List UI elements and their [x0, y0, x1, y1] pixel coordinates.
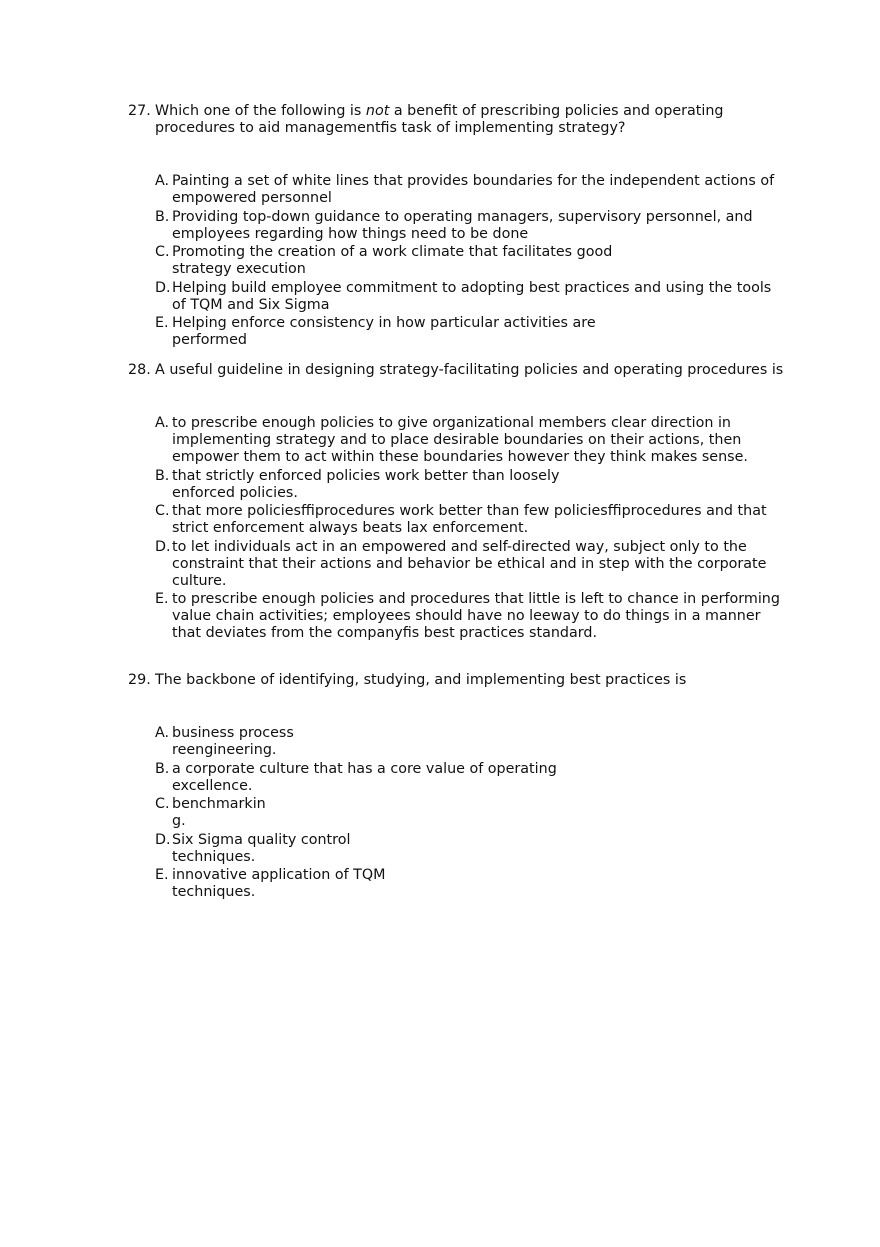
- option-text: to prescribe enough policies to give organizational members clear direction in implementing strategy and to place desirable boundaries on their actions, then empower them to act within these boundaries however they think makes sense.: [172, 415, 748, 465]
- option-letter: C.: [155, 244, 170, 260]
- answer-options: [128, 725, 788, 901]
- option-text: innovative application of TQM techniques.: [172, 867, 386, 900]
- option-d: [155, 539, 788, 590]
- question-28: [128, 362, 788, 644]
- option-text: Painting a set of white lines that provides boundaries for the independent actions of empowered personnel: [172, 173, 775, 206]
- option-letter: A.: [155, 725, 170, 741]
- option-b: [155, 468, 788, 502]
- option-text: Helping enforce consistency in how particular activities are performed: [172, 315, 596, 348]
- option-letter: B.: [155, 760, 170, 777]
- option-text: to let individuals act in an empowered and self-directed way, subject only to the constraint that their actions and behavior be ethical and in step with the corporate culture.: [172, 538, 767, 589]
- option-e: [155, 315, 788, 349]
- option-letter: A.: [155, 415, 170, 431]
- question-text: The backbone of identifying, studying, and implementing best practices is: [155, 672, 687, 688]
- option-c: [155, 244, 788, 278]
- option-c: [155, 796, 788, 830]
- option-text: benchmarkin g.: [172, 796, 266, 829]
- option-letter: E.: [155, 315, 169, 331]
- option-a: [155, 725, 788, 759]
- option-e: [155, 591, 788, 642]
- option-d: [155, 832, 788, 866]
- option-a: [155, 415, 788, 466]
- question-text: A useful guideline in designing strategy-facilitating policies and operating procedures is: [155, 362, 784, 378]
- answer-options: [128, 415, 788, 642]
- option-a: [155, 173, 788, 207]
- option-text: that strictly enforced policies work better than loosely enforced policies.: [172, 467, 560, 501]
- option-text: business process reengineering.: [172, 725, 294, 758]
- question-stem: [128, 672, 788, 689]
- option-letter: E.: [155, 591, 169, 607]
- option-c: [155, 503, 788, 537]
- option-d: [155, 280, 788, 314]
- question-29: [128, 672, 788, 903]
- option-letter: C.: [155, 796, 170, 812]
- question-number: 27.: [128, 103, 151, 119]
- option-letter: A.: [155, 173, 170, 189]
- option-text: to prescribe enough policies and procedures that little is left to chance in performing value chain activities; employees should have no leeway to do things in a manner that deviates from the companyﬁs best practices standard.: [172, 591, 780, 641]
- option-e: [155, 867, 788, 901]
- question-27: [128, 103, 788, 351]
- option-text: Promoting the creation of a work climate that facilitates good strategy execution: [172, 244, 613, 277]
- option-letter: C.: [155, 503, 170, 519]
- question-stem: [128, 362, 788, 379]
- question-number: 29.: [128, 672, 151, 688]
- option-text: Helping build employee commitment to adopting best practices and using the tools of TQM and Six Sigma: [172, 279, 772, 313]
- option-letter: D.: [155, 831, 171, 848]
- question-stem: [128, 103, 788, 137]
- option-letter: B.: [155, 208, 170, 225]
- option-b: [155, 761, 788, 795]
- option-text: Six Sigma quality control techniques.: [172, 831, 351, 865]
- option-letter: B.: [155, 467, 170, 484]
- answer-options: [128, 173, 788, 349]
- option-text: that more policiesﬃprocedures work better than few policiesﬃprocedures and that strict enforcement always beats lax enforcement.: [172, 503, 767, 536]
- question-number: 28.: [128, 362, 151, 378]
- question-text: Which one of the following is not a benefit of prescribing policies and operating procedures to aid managementﬁs task of implementing strategy?: [155, 103, 724, 136]
- option-letter: D.: [155, 279, 171, 296]
- option-text: a corporate culture that has a core value of operating excellence.: [172, 760, 557, 794]
- option-letter: E.: [155, 867, 169, 883]
- option-letter: D.: [155, 538, 171, 555]
- option-b: [155, 209, 788, 243]
- emphasis-not: not: [365, 103, 390, 119]
- option-text: Providing top-down guidance to operating managers, supervisory personnel, and employees regarding how things need to be done: [172, 208, 753, 242]
